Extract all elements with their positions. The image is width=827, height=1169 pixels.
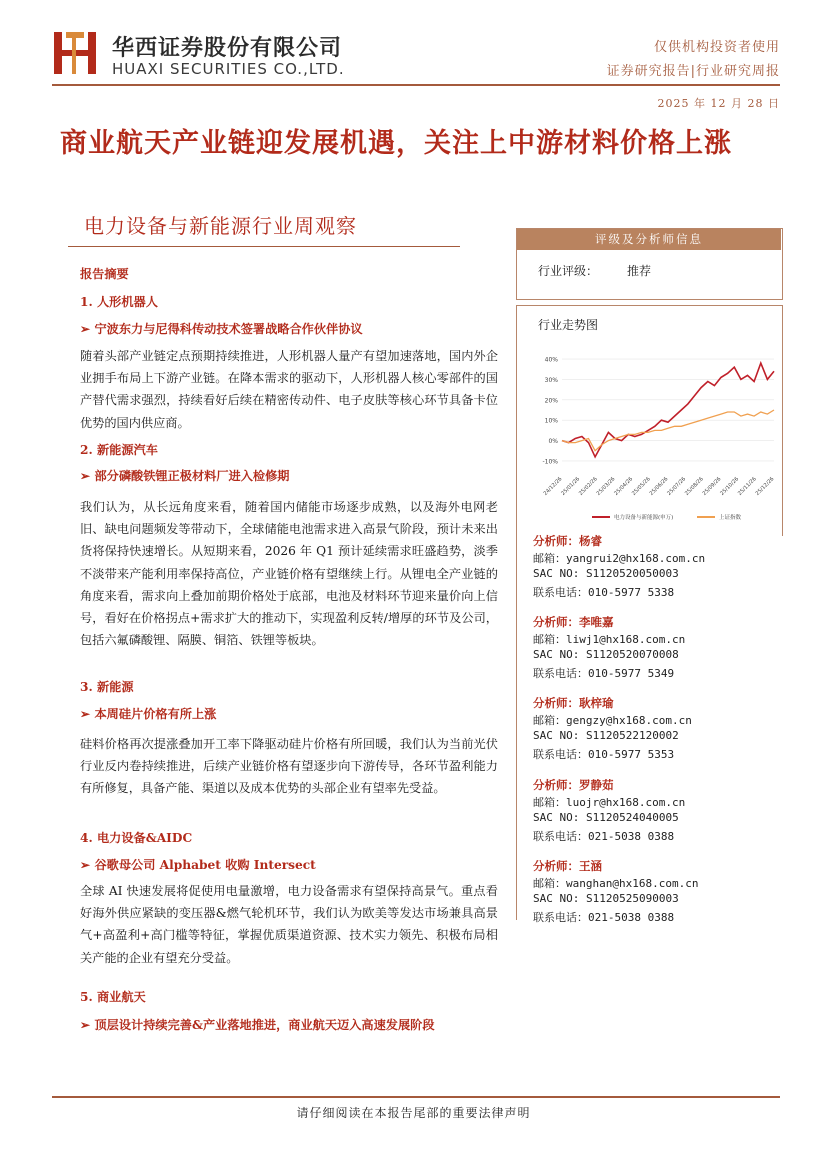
x-tick-label: 25/01/26 — [560, 476, 582, 497]
y-tick-label: -10% — [542, 458, 558, 466]
y-tick-label: 30% — [544, 376, 558, 384]
analyst-sac: SAC NO: S1120520070008 — [533, 648, 679, 661]
x-tick-label: 25/11/26 — [737, 476, 758, 497]
company-name-cn: 华西证券股份有限公司 — [112, 36, 343, 61]
x-tick-label: 25/02/26 — [578, 476, 599, 497]
series-line — [562, 410, 774, 451]
x-tick-label: 25/09/26 — [701, 476, 723, 497]
section-title: 2. 新能源汽车 — [80, 443, 158, 457]
company-name-en: HUAXI SECURITIES CO.,LTD. — [112, 60, 345, 78]
section-body: 我们认为，从长远角度来看，随着国内储能市场逐步成熟，以及海外电网老旧、缺电问题频发等带动下，全球储能电池需求进入高景气阶段，预计未来出货将保持快速增长。从短期来看，2026 年 Q1 预计延续需求旺盛趋势，淡季不淡带来产能利用率保持高位，产业链价格有望继续上行。从锂电全产业链的角度来看，需求向上叠加前期价格处于底部，电池及材料环节迎来量价向上信号，看好在价格拐点+需求扩大的推动下，实现盈利反转/增厚的环节及公司，包括六氟磷酸锂、隔膜、铜箔、铁锂等板块。 — [80, 500, 498, 648]
x-tick-label: 24/12/26 — [542, 476, 564, 497]
y-tick-label: 40% — [544, 356, 558, 364]
analyst-phone: 联系电话：010-5977 5338 — [533, 586, 675, 599]
report-subtitle: 电力设备与新能源行业周观察 — [84, 214, 357, 238]
analyst-phone: 联系电话：010-5977 5353 — [533, 748, 675, 761]
analyst-email: 邮箱：yangrui2@hx168.com.cn — [533, 552, 706, 565]
report-date: 2025 年 12 月 28 日 — [657, 97, 780, 110]
rating-panel-header: 评级及分析师信息 — [517, 229, 781, 250]
section-subtitle: ➢ 部分磷酸铁锂正极材料厂进入检修期 — [80, 469, 290, 483]
section-subtitle: ➢ 本周硅片价格有所上涨 — [80, 707, 217, 721]
legend-label: 电力设备与新能源(申万) — [614, 515, 674, 521]
x-tick-label: 25/10/26 — [719, 476, 741, 497]
x-tick-label: 25/08/26 — [684, 476, 705, 497]
company-logo — [52, 30, 98, 76]
analyst-sac: SAC NO: S1120525090003 — [533, 892, 679, 905]
analyst-name: 分析师：王涵 — [533, 859, 602, 873]
analyst-phone: 联系电话：010-5977 5349 — [533, 667, 675, 680]
analyst-name: 分析师：耿梓瑜 — [533, 696, 614, 710]
x-tick-label: 25/07/26 — [666, 476, 688, 497]
x-tick-label: 25/03/26 — [595, 476, 617, 497]
report-type: 证券研究报告|行业研究周报 — [606, 64, 780, 79]
header-divider — [52, 84, 780, 86]
analyst-sac: SAC NO: S1120522120002 — [533, 729, 679, 742]
analyst-email: 邮箱：luojr@hx168.com.cn — [533, 796, 686, 809]
analyst-phone: 联系电话：021-5038 0388 — [533, 830, 675, 843]
footer-divider — [52, 1096, 780, 1098]
section-title: 1. 人形机器人 — [80, 295, 158, 309]
x-tick-label: 25/12/26 — [754, 476, 776, 497]
analyst-phone: 联系电话：021-5038 0388 — [533, 911, 675, 924]
analyst-sac: SAC NO: S1120520050003 — [533, 567, 679, 580]
section-title: 5. 商业航天 — [80, 990, 146, 1004]
analyst-name: 分析师：李唯嘉 — [533, 615, 614, 629]
report-title: 商业航天产业链迎发展机遇，关注上中游材料价格上涨 — [60, 128, 732, 159]
analyst-email: 邮箱：wanghan@hx168.com.cn — [533, 877, 699, 890]
x-tick-label: 25/05/26 — [631, 476, 652, 497]
y-tick-label: 0% — [548, 438, 558, 446]
analyst-email: 邮箱：liwj1@hx168.com.cn — [533, 633, 686, 646]
audience-note: 仅供机构投资者使用 — [653, 40, 780, 55]
rating-label: 行业评级： — [538, 264, 599, 278]
series-line — [562, 363, 774, 457]
summary-heading: 报告摘要 — [80, 267, 129, 281]
section-subtitle: ➢ 宁波东力与尼得科传动技术签署战略合作伙伴协议 — [80, 322, 363, 336]
analyst-email: 邮箱：gengzy@hx168.com.cn — [533, 714, 692, 727]
industry-trend-chart — [522, 345, 780, 530]
trend-label: 行业走势图 — [538, 318, 599, 332]
y-tick-label: 20% — [544, 397, 558, 405]
y-tick-label: 10% — [544, 417, 558, 425]
section-subtitle: ➢ 顶层设计持续完善&产业落地推进，商业航天迈入高速发展阶段 — [80, 1018, 435, 1032]
x-tick-label: 25/04/26 — [613, 476, 635, 497]
section-subtitle: ➢ 谷歌母公司 Alphabet 收购 Intersect — [80, 858, 316, 872]
analyst-name: 分析师：罗静茹 — [533, 778, 614, 792]
rating-value: 推荐 — [627, 264, 652, 278]
analyst-panel-border — [516, 535, 517, 920]
section-body: 随着头部产业链定点预期持续推进，人形机器人量产有望加速落地，国内外企业拥手布局上下游产业链。在降本需求的驱动下，人形机器人核心零部件的国产替代需求强烈，持续看好后续在精密传动件、电子皮肤等核心环节具备卡位优势的国内供应商。 — [80, 349, 498, 430]
analyst-sac: SAC NO: S1120524040005 — [533, 811, 679, 824]
x-tick-label: 25/06/26 — [648, 476, 670, 497]
analyst-name: 分析师：杨睿 — [533, 534, 602, 548]
section-title: 3. 新能源 — [80, 680, 134, 694]
legal-notice: 请仔细阅读在本报告尾部的重要法律声明 — [296, 1106, 531, 1120]
legend-label: 上证指数 — [719, 515, 742, 521]
subtitle-divider — [68, 246, 460, 247]
section-title: 4. 电力设备&AIDC — [80, 831, 193, 845]
section-body: 硅料价格再次提涨叠加开工率下降驱动硅片价格有所回暖，我们认为当前光伏行业反内卷持续推进，后续产业链价格有望逐步向下游传导，各环节盈利能力有所修复，具备产能、渠道以及成本优势的头部企业有望率先受益。 — [80, 737, 498, 796]
section-body: 全球 AI 快速发展将促使用电量激增，电力设备需求有望保持高景气。重点看好海外供应紧缺的变压器&燃气轮机环节，我们认为欧美等发达市场兼具高景气+高盈利+高门槛等特征，掌握优质渠道资源、技术实力领先、积极布局相关产能的企业有望充分受益。 — [80, 884, 498, 965]
